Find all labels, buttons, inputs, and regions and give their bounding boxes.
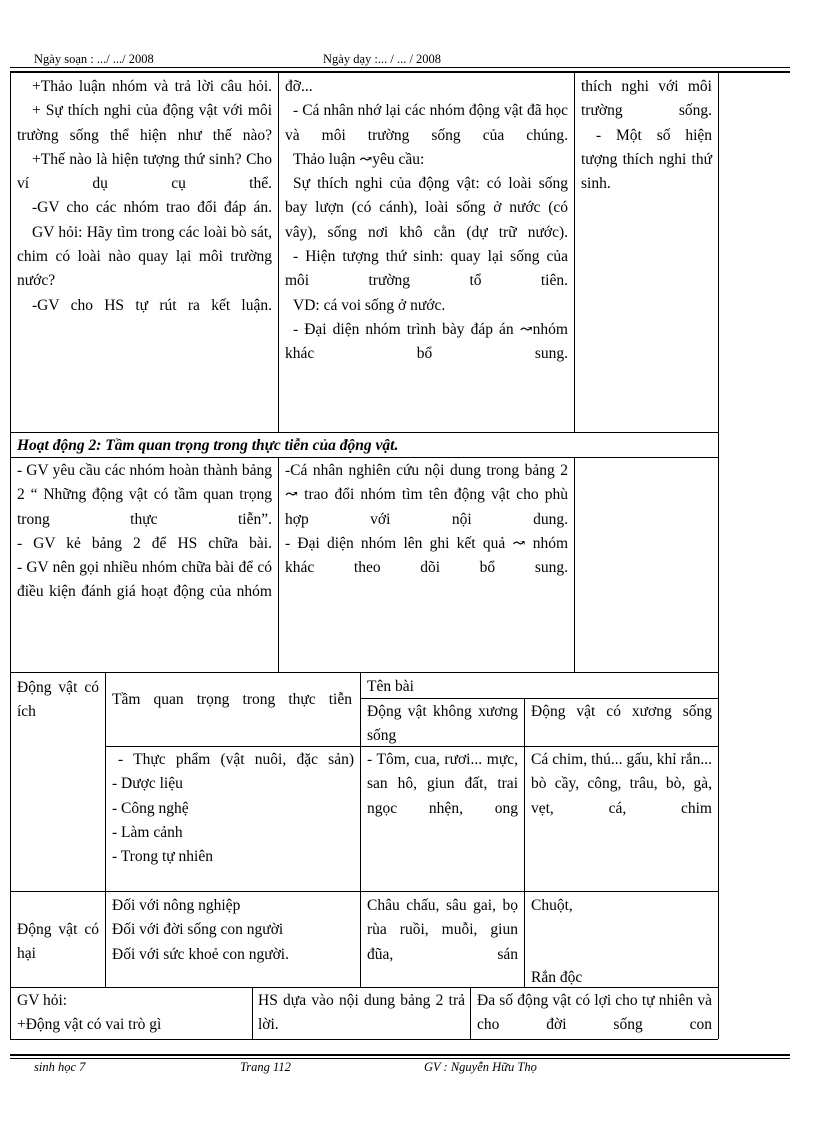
table-border (10, 1039, 718, 1040)
table-border (360, 672, 361, 987)
useful-invertebrates: - Tôm, cua, rươi... mực, san hô, giun đất, trai ngọc nhện, ong (367, 751, 518, 817)
block3-student-column: HS dựa vào nội dung bảng 2 trả lời. (258, 992, 465, 1034)
text-line: +Động vật có vai trò gì (17, 1016, 162, 1034)
harmful-invertebrates: Châu chấu, sâu gai, bọ rùa ruồi, muỗi, giun đũa, sán (367, 897, 518, 963)
activity2-teacher-column (17, 459, 272, 605)
block3-content-column: Đa số động vật có lợi cho tự nhiên và cho đời sống con (477, 992, 712, 1034)
text-line: GV hỏi: (17, 992, 68, 1009)
text-line: -GV cho HS tự rút ra kết luận. (32, 296, 272, 314)
table-border (470, 987, 471, 1039)
useful-animals-label: Động vật có ích (17, 679, 99, 721)
table-border (10, 72, 11, 672)
text-line: - Thực phẩm (vật nuôi, đặc sản) (118, 751, 354, 768)
table-border (10, 987, 11, 1039)
useful-vertebrates: Cá chim, thú... gấu, khỉ rắn... bò cầy, công, trâu, bò, gà, vẹt, cá, chim (531, 751, 712, 817)
footer-teacher: GV : Nguyễn Hữu Thọ (424, 1060, 537, 1074)
text-line: - GV kẻ bảng 2 để HS chữa bài. (17, 534, 272, 552)
invertebrates-header: Động vật không xương sống (367, 703, 518, 745)
table-border (10, 457, 718, 458)
table-border (574, 457, 575, 672)
table-border (10, 672, 11, 987)
text-line: - Hiện tượng thứ sinh: quay lại sống của môi trường tổ tiên. (285, 248, 568, 290)
text-line: - Đại diện nhóm trình bày đáp án ↝nhóm khác bổ sung. (285, 320, 568, 363)
activity2-title: Hoạt động 2: Tầm quan trọng trong thực tiễn của động vật. (17, 437, 399, 454)
table-border (105, 672, 106, 987)
block1-teacher-column (17, 75, 272, 318)
header-rule-thick (10, 71, 790, 73)
table-border (278, 457, 279, 672)
vertebrates-header: Động vật có xương sống (531, 703, 712, 720)
text-line: -GV cho các nhóm trao đổi đáp án. (32, 199, 272, 217)
text-line: - Cá nhân nhớ lại các nhóm động vật đã học và môi trường sống của chúng. (285, 102, 568, 144)
table-border (10, 987, 718, 988)
text-line: Sự thích nghi của động vật: có loài sống bay lượn (có cánh), loài sống ở nước (có vây), sống nơi khô cằn (dự trữ nước). (285, 175, 568, 241)
table-border (574, 72, 575, 432)
name-group-header: Tên bài (367, 678, 414, 695)
header-rule (10, 67, 790, 68)
text-line: - Trong tự nhiên (112, 848, 213, 866)
table-border (524, 698, 525, 987)
table-border (360, 698, 718, 699)
text-line: Thảo luận ↝yêu cầu: (293, 150, 425, 168)
importance-header: Tầm quan trọng trong thực tiễn (112, 691, 352, 708)
text-line: - Đại diện nhóm lên ghi kết quả ↝ nhóm khác theo dõi bổ sung. (285, 534, 568, 577)
text-line: đỡ... (285, 78, 313, 95)
text-line: GV hỏi: Hãy tìm trong các loài bò sát, chim có loài nào quay lại môi trường nước? (17, 223, 272, 290)
table-border (105, 746, 718, 747)
text-line: -Cá nhân nghiên cứu nội dung trong bảng 2 ↝ trao đổi nhóm tìm tên động vật cho phù hợp với nội dung. (285, 462, 568, 528)
harmful-vertebrates-snake: Rắn độc (531, 969, 583, 986)
text-line: - Dược liệu (112, 775, 183, 793)
text-line: +Thế nào là hiện tượng thứ sinh? Cho ví dụ cụ thể. (17, 150, 272, 193)
text-line: Đối với sức khoẻ con người. (112, 945, 289, 963)
table-border (10, 891, 718, 892)
block1-student-column (285, 75, 568, 367)
table-border (10, 432, 718, 433)
table-border (10, 672, 718, 673)
text-line: thích nghi với môi trường sống. (581, 78, 712, 120)
date-taught: Ngày dạy :... / ... / 2008 (323, 52, 442, 66)
text-line: VD: cá voi sống ở nước. (293, 296, 446, 314)
table-border (718, 672, 719, 987)
text-line: - GV nên gọi nhiều nhóm chữa bài để có điều kiện đánh giá hoạt động của nhóm (17, 559, 272, 601)
footer-rule-thick (10, 1054, 790, 1056)
text-line: - Làm cảnh (112, 823, 183, 841)
footer-rule (10, 1058, 790, 1059)
table-border (278, 72, 279, 432)
table-border (718, 987, 719, 1039)
block1-content-column (581, 75, 712, 196)
footer-page: Trang 112 (240, 1060, 291, 1074)
footer-subject: sinh học 7 (34, 1060, 86, 1074)
text-line: + Sự thích nghi của động vật với môi trường sống thể hiện như thế nào? (17, 102, 272, 144)
harmful-vertebrates-rodent: Chuột, (531, 897, 573, 914)
harmful-animals-label: Động vật có hại (17, 921, 99, 963)
date-prepared: Ngày soạn : .../ .../ 2008 (34, 52, 154, 66)
useful-roles (112, 748, 354, 869)
text-line: Đối với đời sống con người (112, 921, 284, 939)
text-line: - Một số hiện tượng thích nghi thứ sinh. (581, 126, 712, 193)
activity2-student-column (285, 459, 568, 580)
table-border (718, 72, 719, 672)
text-line: Đối với nông nghiệp (112, 897, 241, 914)
harmful-roles (112, 894, 360, 967)
block3-teacher-column (17, 989, 252, 1038)
text-line: - GV yêu cầu các nhóm hoàn thành bảng 2 “ Những động vật có tầm quan trọng trong thực tiễn”. (17, 462, 272, 528)
table-border (252, 987, 253, 1039)
text-line: +Thảo luận nhóm và trả lời câu hỏi. (32, 78, 272, 95)
text-line: - Công nghệ (112, 799, 189, 817)
